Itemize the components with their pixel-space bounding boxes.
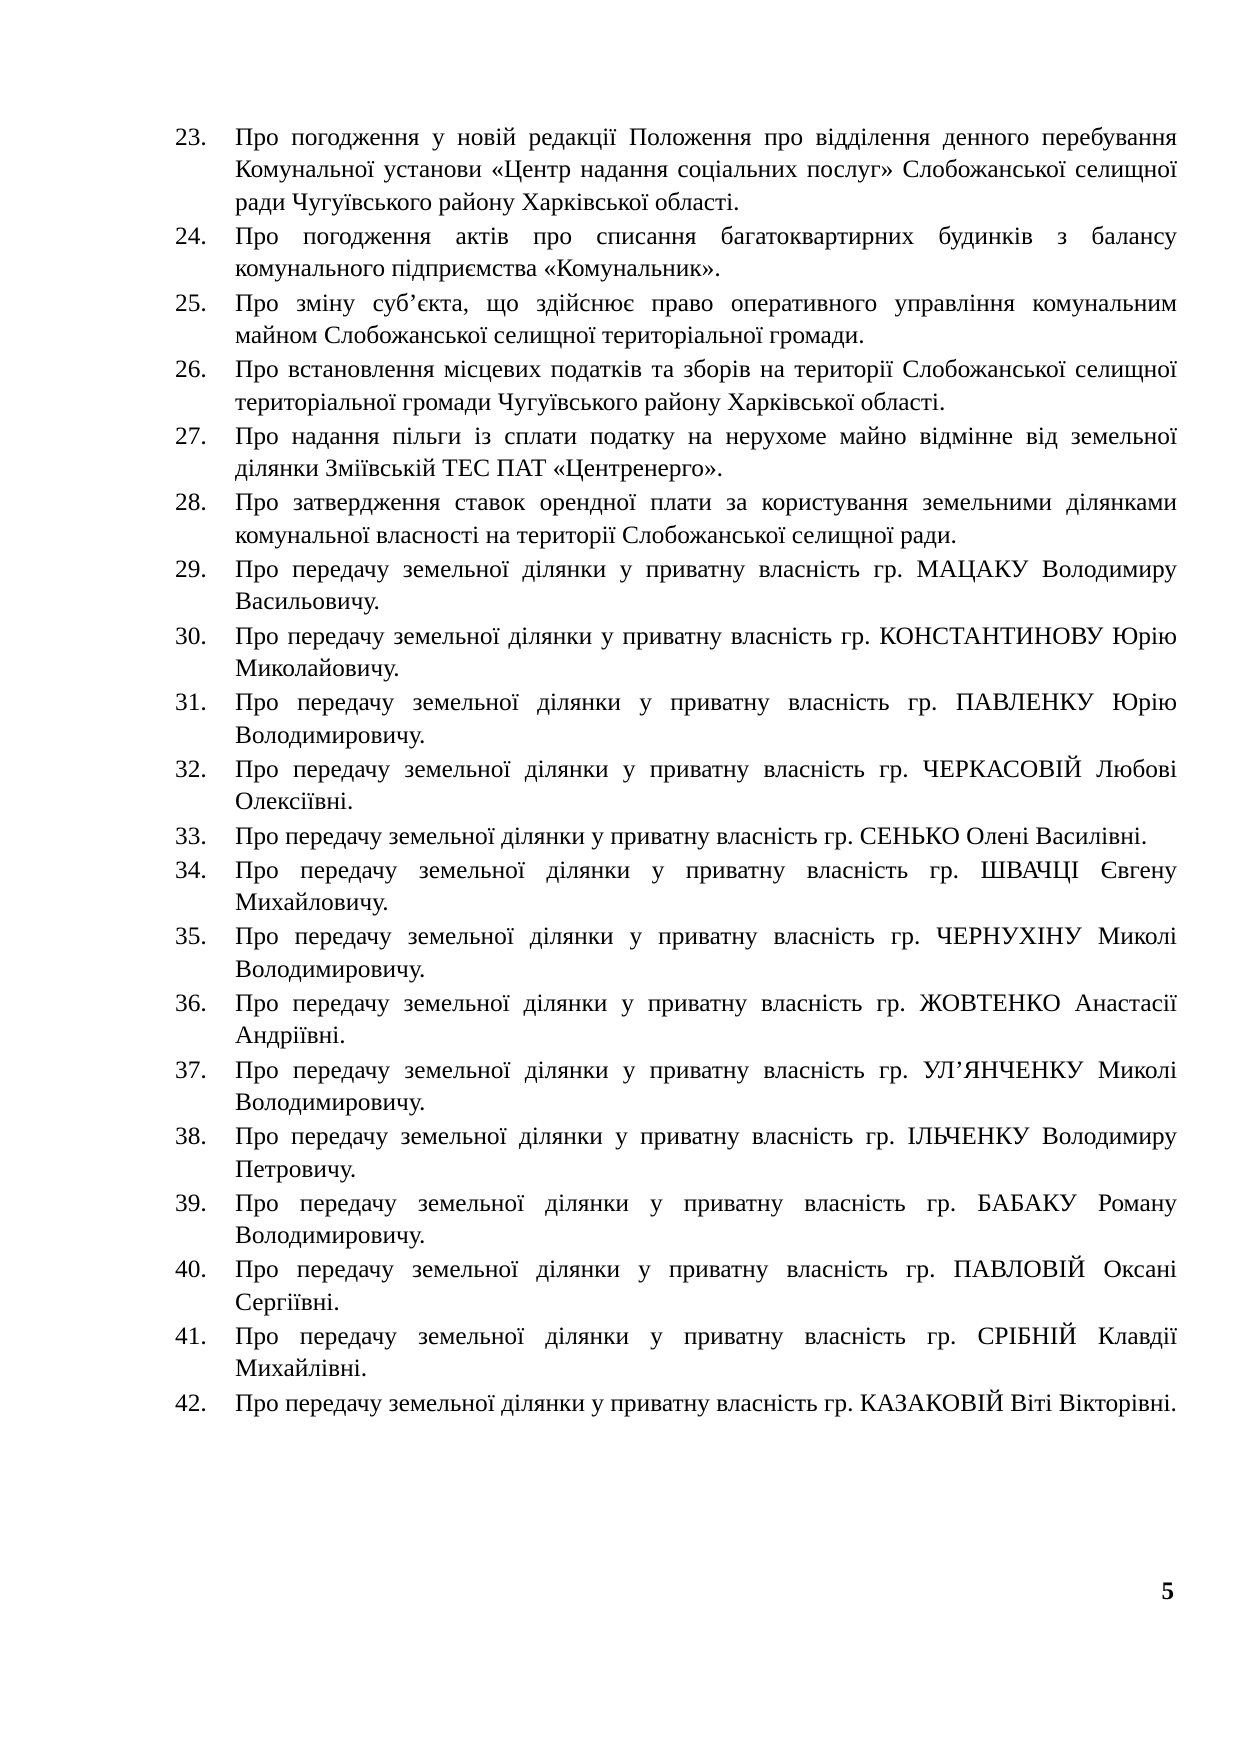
agenda-item <box>175 287 1177 352</box>
item-number: 42. <box>175 1388 207 1417</box>
item-number: 29. <box>175 555 207 584</box>
agenda-item <box>175 486 1177 551</box>
item-text: Про зміну суб’єкта, що здійснює право оперативного управління комунальним майном Слобожанської селищної територіальної громади. <box>235 288 1177 350</box>
agenda-item <box>175 1187 1177 1252</box>
agenda-item <box>175 854 1177 919</box>
agenda-item <box>175 121 1177 218</box>
item-text: Про передачу земельної ділянки у приватну власність гр. ЖОВТЕНКО Анастасії Андріївні. <box>235 988 1177 1050</box>
agenda-item <box>175 820 1177 852</box>
item-number: 34. <box>175 855 207 884</box>
item-number: 28. <box>175 488 207 517</box>
item-text: Про передачу земельної ділянки у приватну власність гр. КОНСТАНТИНОВУ Юрію Миколайовичу. <box>235 621 1177 683</box>
item-number: 27. <box>175 421 207 450</box>
agenda-item <box>175 987 1177 1052</box>
item-number: 37. <box>175 1055 207 1084</box>
page-number: 5 <box>1161 1578 1174 1605</box>
item-text: Про передачу земельної ділянки у приватну власність гр. БАБАКУ Роману Володимировичу. <box>235 1188 1177 1250</box>
item-text: Про передачу земельної ділянки у приватну власність гр. МАЦАКУ Володимиру Васильовичу. <box>235 555 1177 616</box>
item-number: 24. <box>175 222 207 251</box>
agenda-item <box>175 620 1177 685</box>
agenda-item <box>175 220 1177 285</box>
agenda-item <box>175 686 1177 751</box>
item-text: Про передачу земельної ділянки у приватну власність гр. УЛ’ЯНЧЕНКУ Миколі Володимировичу. <box>235 1055 1177 1116</box>
item-text: Про передачу земельної ділянки у приватну власність гр. ІЛЬЧЕНКУ Володимиру Петровичу. <box>235 1122 1177 1183</box>
item-text: Про погодження у новій редакції Положення про відділення денного перебування Комунальної установи «Центр надання соціальних послуг» Слобожанської селищної ради Чугуївського району Харківської області. <box>235 123 1177 216</box>
item-number: 33. <box>175 821 207 850</box>
item-text: Про встановлення місцевих податків та зборів на території Слобожанської селищної територіальної громади Чугуївського району Харківської області. <box>235 355 1177 416</box>
agenda-item <box>175 1054 1177 1119</box>
item-text: Про надання пільги із сплати податку на нерухоме майно відмінне від земельної ділянки Зміївській ТЕС ПАТ «Центренерго». <box>235 421 1177 483</box>
item-text: Про передачу земельної ділянки у приватну власність гр. СЕНЬКО Олені Василівні. <box>235 821 1148 850</box>
item-number: 31. <box>175 688 207 717</box>
agenda-item <box>175 420 1177 485</box>
item-number: 38. <box>175 1122 207 1151</box>
item-text: Про передачу земельної ділянки у приватну власність гр. ЧЕРКАСОВІЙ Любові Олексіївні. <box>235 754 1177 816</box>
item-text: Про передачу земельної ділянки у приватну власність гр. ПАВЛОВІЙ Оксані Сергіївні. <box>235 1255 1177 1316</box>
item-number: 35. <box>175 922 207 951</box>
item-text: Про передачу земельної ділянки у приватну власність гр. ШВАЧЦІ Євгену Михайловичу. <box>235 855 1177 917</box>
item-text: Про передачу земельної ділянки у приватну власність гр. ЧЕРНУХІНУ Миколі Володимировичу. <box>235 922 1177 983</box>
agenda-item <box>175 1320 1177 1385</box>
agenda-item <box>175 753 1177 818</box>
item-number: 39. <box>175 1188 207 1217</box>
item-text: Про погодження актів про списання багатоквартирних будинків з балансу комунального підприємства «Комунальник». <box>235 222 1177 283</box>
item-text: Про затвердження ставок орендної плати за користування земельними ділянками комунальної власності на території Слобожанської селищної ради. <box>235 488 1177 549</box>
item-number: 25. <box>175 288 207 317</box>
item-number: 40. <box>175 1255 207 1284</box>
agenda-item <box>175 353 1177 418</box>
agenda-item <box>175 920 1177 985</box>
item-number: 36. <box>175 988 207 1017</box>
item-number: 23. <box>175 123 207 151</box>
agenda-item <box>175 553 1177 618</box>
item-number: 26. <box>175 355 207 384</box>
item-text: Про передачу земельної ділянки у приватну власність гр. КАЗАКОВІЙ Віті Вікторівні. <box>235 1388 1177 1417</box>
item-text: Про передачу земельної ділянки у приватну власність гр. ПАВЛЕНКУ Юрію Володимировичу. <box>235 688 1177 749</box>
agenda-item <box>175 1120 1177 1185</box>
agenda-list <box>175 121 1177 1421</box>
item-number: 32. <box>175 754 207 783</box>
item-number: 41. <box>175 1321 207 1350</box>
agenda-item <box>175 1387 1177 1419</box>
item-number: 30. <box>175 621 207 650</box>
agenda-item <box>175 1253 1177 1318</box>
item-text: Про передачу земельної ділянки у приватну власність гр. СРІБНІЙ Клавдії Михайлівні. <box>235 1321 1177 1383</box>
